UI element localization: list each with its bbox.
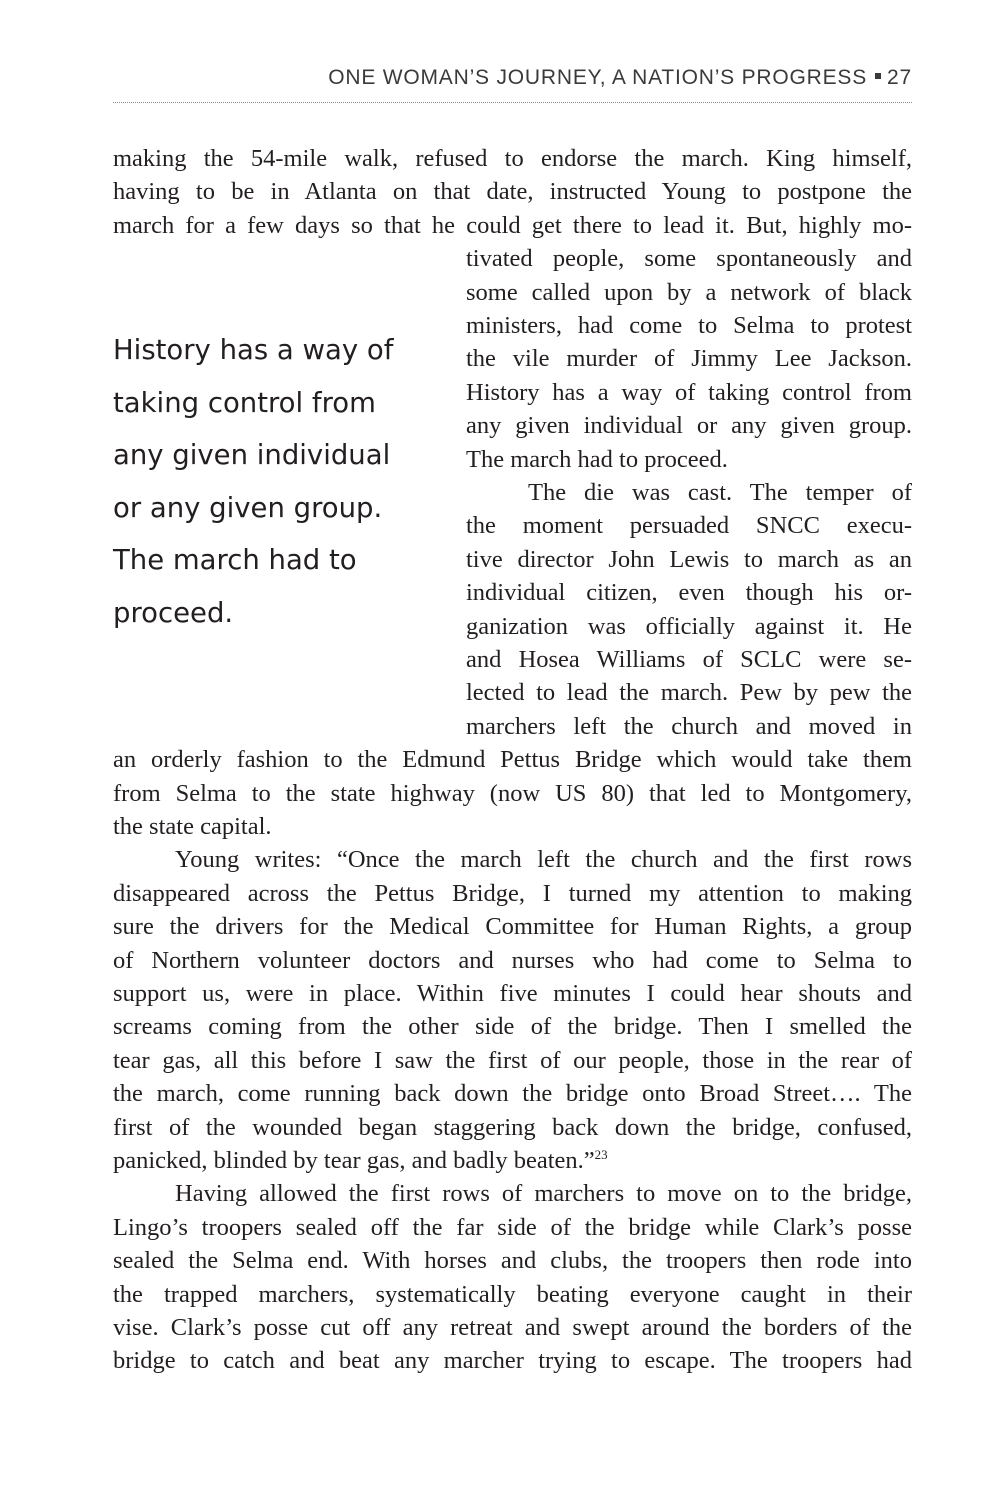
running-head	[113, 63, 912, 103]
body-line: ganization was officially against it. He	[466, 612, 912, 640]
body-line: individual citizen, even though his or-	[466, 579, 912, 607]
body-line: sure the drivers for the Medical Committee for Human Rights, a group	[113, 913, 912, 941]
body-line: the march, come running back down the bridge onto Broad Street…. The	[113, 1080, 912, 1108]
body-line: Lingo’s troopers sealed off the far side of the bridge while Clark’s posse	[113, 1213, 912, 1241]
body-line: from Selma to the state highway (now US 80) that led to Montgomery,	[113, 779, 912, 807]
body-line: Young writes: “Once the march left the church and the first rows	[175, 846, 912, 874]
page-number: 27	[887, 66, 912, 89]
body-line: disappeared across the Pettus Bridge, I turned my attention to making	[113, 879, 912, 907]
body-line: lected to lead the march. Pew by pew the	[466, 679, 912, 707]
body-line-with-footnote	[113, 1144, 912, 1177]
running-title: ONE WOMAN’S JOURNEY, A NATION’S PROGRESS	[328, 66, 868, 89]
body-line: bridge to catch and beat any marcher trying to escape. The troopers had	[113, 1347, 912, 1375]
pull-quote-line: The march had to	[113, 544, 357, 577]
body-line: making the 54-mile walk, refused to endorse the march. King himself,	[113, 145, 912, 172]
body-line: ministers, had come to Selma to protest	[466, 312, 912, 339]
body-line: The march had to proceed.	[466, 445, 728, 473]
body-line: an orderly fashion to the Edmund Pettus Bridge which would take them	[113, 746, 912, 774]
body-line: History has a way of taking control from	[466, 378, 912, 406]
pull-quote-line: any given individual	[113, 439, 391, 472]
body-line: marchers left the church and moved in	[466, 712, 912, 740]
body-line: the moment persuaded SNCC execu-	[466, 512, 912, 540]
body-line: Having allowed the first rows of marchers to move on to the bridge,	[175, 1180, 912, 1208]
body-line: support us, were in place. Within five minutes I could hear shouts and	[113, 980, 912, 1007]
body-line: having to be in Atlanta on that date, instructed Young to postpone the	[113, 178, 912, 206]
body-line: screams coming from the other side of the bridge. Then I smelled the	[113, 1013, 912, 1041]
body-line: march for a few days so that he could get there to lead it. But, highly mo-	[113, 211, 912, 239]
body-line: sealed the Selma end. With horses and clubs, the troopers then rode into	[113, 1247, 912, 1275]
body-line: of Northern volunteer doctors and nurses who had come to Selma to	[113, 946, 912, 974]
body-line: and Hosea Williams of SCLC were se-	[466, 646, 912, 673]
body-line: the state capital.	[113, 813, 272, 840]
body-line: the trapped marchers, systematically beating everyone caught in their	[113, 1280, 912, 1308]
body-line: The die was cast. The temper of	[528, 479, 912, 506]
pull-quote-line: History has a way of	[113, 334, 394, 366]
pull-quote-line: proceed.	[113, 596, 234, 629]
body-line: any given individual or any given group.	[466, 412, 912, 440]
body-line: tivated people, some spontaneously and	[466, 245, 912, 273]
body-line: the vile murder of Jimmy Lee Jackson.	[466, 345, 912, 373]
pull-quote-line: or any given group.	[113, 491, 383, 524]
bullet-separator-icon	[875, 73, 881, 79]
body-line: first of the wounded began staggering back down the bridge, confused,	[113, 1113, 912, 1141]
body-line: tive director John Lewis to march as an	[466, 545, 912, 573]
pull-quote	[113, 324, 443, 640]
body-line: vise. Clark’s posse cut off any retreat and swept around the borders of the	[113, 1314, 912, 1341]
body-line-text: panicked, blinded by tear gas, and badly beaten.”	[113, 1147, 595, 1174]
body-line: some called upon by a network of black	[466, 278, 912, 306]
pull-quote-line: taking control from	[113, 386, 376, 419]
body-line: tear gas, all this before I saw the first of our people, those in the rear of	[113, 1046, 912, 1074]
footnote-reference[interactable]: 23	[594, 1146, 608, 1162]
